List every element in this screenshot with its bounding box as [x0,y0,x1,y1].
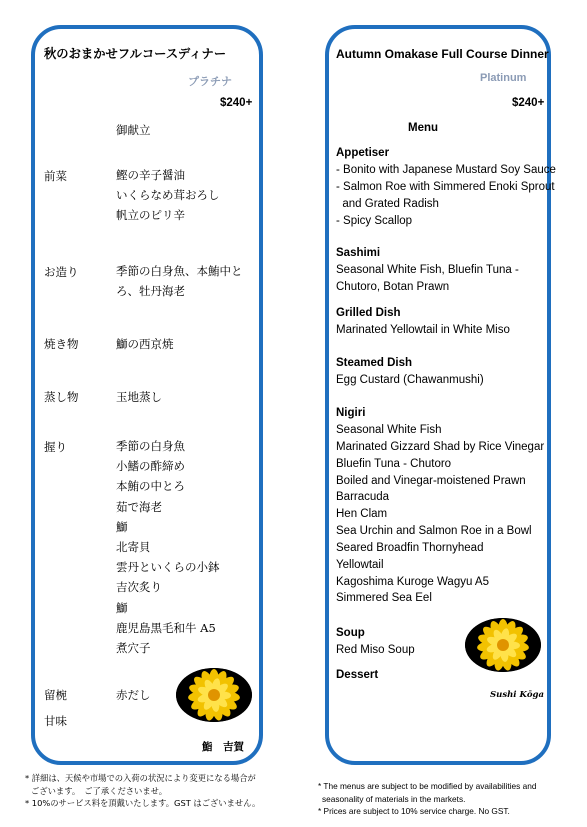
en-item: Sea Urchin and Salmon Roe in a Bowl [336,525,532,538]
jp-price: $240+ [220,97,253,109]
chrysanthemum-icon [176,668,252,722]
en-section-label: Appetiser [336,147,390,159]
en-section-items [336,422,544,607]
en-price: $240+ [512,97,545,109]
en-item: Seasonal White Fish, Bluefin Tuna - [336,264,519,276]
en-section-label: Grilled Dish [336,307,401,319]
jp-section-label: 前菜 [44,169,67,183]
jp-item: 本鮪の中とろ [116,479,185,494]
jp-item: 茹で海老 [116,499,162,514]
jp-notes [25,772,260,810]
jp-item: 鰤 [116,519,128,534]
jp-section-label: お造り [44,265,79,279]
en-item: Red Miso Soup [336,644,415,656]
jp-item: 赤だし [116,688,151,702]
en-menu-heading: Menu [408,122,439,134]
jp-section-label: 甘味 [44,714,67,728]
en-item: Yellowtail [336,558,384,571]
en-platinum: Platinum [480,72,527,84]
en-item: Egg Custard (Chawanmushi) [336,374,484,386]
en-section-items [336,162,556,229]
jp-item: 季節の白身魚、本鮪中と [116,264,243,278]
jp-item: ろ、牡丹海老 [116,284,185,299]
en-section-label: Steamed Dish [336,357,413,369]
jp-title: 秋のおまかせフルコースディナー [44,46,227,61]
jp-section-items [116,165,220,226]
jp-item: 鹿児島黒毛和牛 A5 [116,620,216,635]
jp-signature: 鮨 吉賀 [202,741,244,753]
en-section-label: Nigiri [336,407,366,419]
en-item: Boiled and Vinegar-moistened Prawn [336,474,526,487]
jp-note-line: ございます。 ご了承くださいませ。 [31,785,167,796]
jp-section-items [116,436,220,658]
en-signature: Sushi Kōga [490,690,544,700]
jp-section-label: 蒸し物 [44,390,79,404]
en-note-line: * The menus are subject to be modified by availabilities and [318,781,537,791]
jp-section-label: 焼き物 [44,337,79,351]
jp-item: 鰤 [116,600,128,615]
jp-note-line: * 10%のサービス料を頂戴いたします。GST はございません。 [25,798,261,808]
en-item: Bluefin Tuna - Chutoro [336,457,452,470]
jp-item: 鰹の辛子醤油 [116,168,185,182]
jp-item: 煮穴子 [116,641,151,656]
en-title: Autumn Omakase Full Course Dinner [336,47,549,61]
jp-item: 小鰭の酢締め [116,459,185,474]
jp-menu-heading: 御献立 [116,123,151,137]
en-notes [318,780,536,818]
jp-section-label: 留椀 [44,688,67,702]
jp-item: 吉次炙り [116,580,162,595]
chrysanthemum-icon [465,618,541,672]
jp-item: 北寄貝 [116,540,151,555]
en-item: Hen Clam [336,508,388,521]
jp-note-line: * 詳細は、天候や市場での入荷の状況により変更になる場合が [25,773,256,783]
en-section-label: Dessert [336,669,379,681]
en-note-line: * Prices are subject to 10% service charge. No GST. [318,806,510,816]
en-item: - Salmon Roe with Simmered Enoki Sprout [336,180,555,193]
en-item: Marinated Gizzard Shad by Rice Vinegar [336,440,545,453]
en-section-label: Soup [336,627,365,639]
jp-section-items [116,261,243,301]
jp-item: 鰤の西京焼 [116,337,174,351]
en-note-line: seasonality of materials in the markets. [322,793,466,804]
jp-item: 雲丹といくらの小鉢 [116,560,220,575]
en-item: Seared Broadfin Thornyhead [336,541,484,554]
en-section-label: Sashimi [336,247,381,259]
jp-item: 季節の白身魚 [116,439,185,453]
jp-section-label: 握り [44,440,67,454]
en-item: Chutoro, Botan Prawn [336,280,450,293]
jp-item: いくらなめ茸おろし [116,188,220,203]
en-item: - Spicy Scallop [336,214,413,227]
en-section-items [336,262,519,296]
jp-item: 玉地蒸し [116,390,162,404]
en-item: Simmered Sea Eel [336,592,432,605]
en-item: Kagoshima Kuroge Wagyu A5 [336,575,489,588]
en-item: and Grated Radish [336,197,439,210]
en-item: Seasonal White Fish [336,424,442,436]
jp-item: 帆立のピリ辛 [116,208,185,223]
en-item: Marinated Yellowtail in White Miso [336,324,510,336]
en-item: - Bonito with Japanese Mustard Soy Sauce [336,164,556,176]
en-item: Barracuda [336,491,390,504]
jp-platinum: プラチナ [188,75,232,88]
